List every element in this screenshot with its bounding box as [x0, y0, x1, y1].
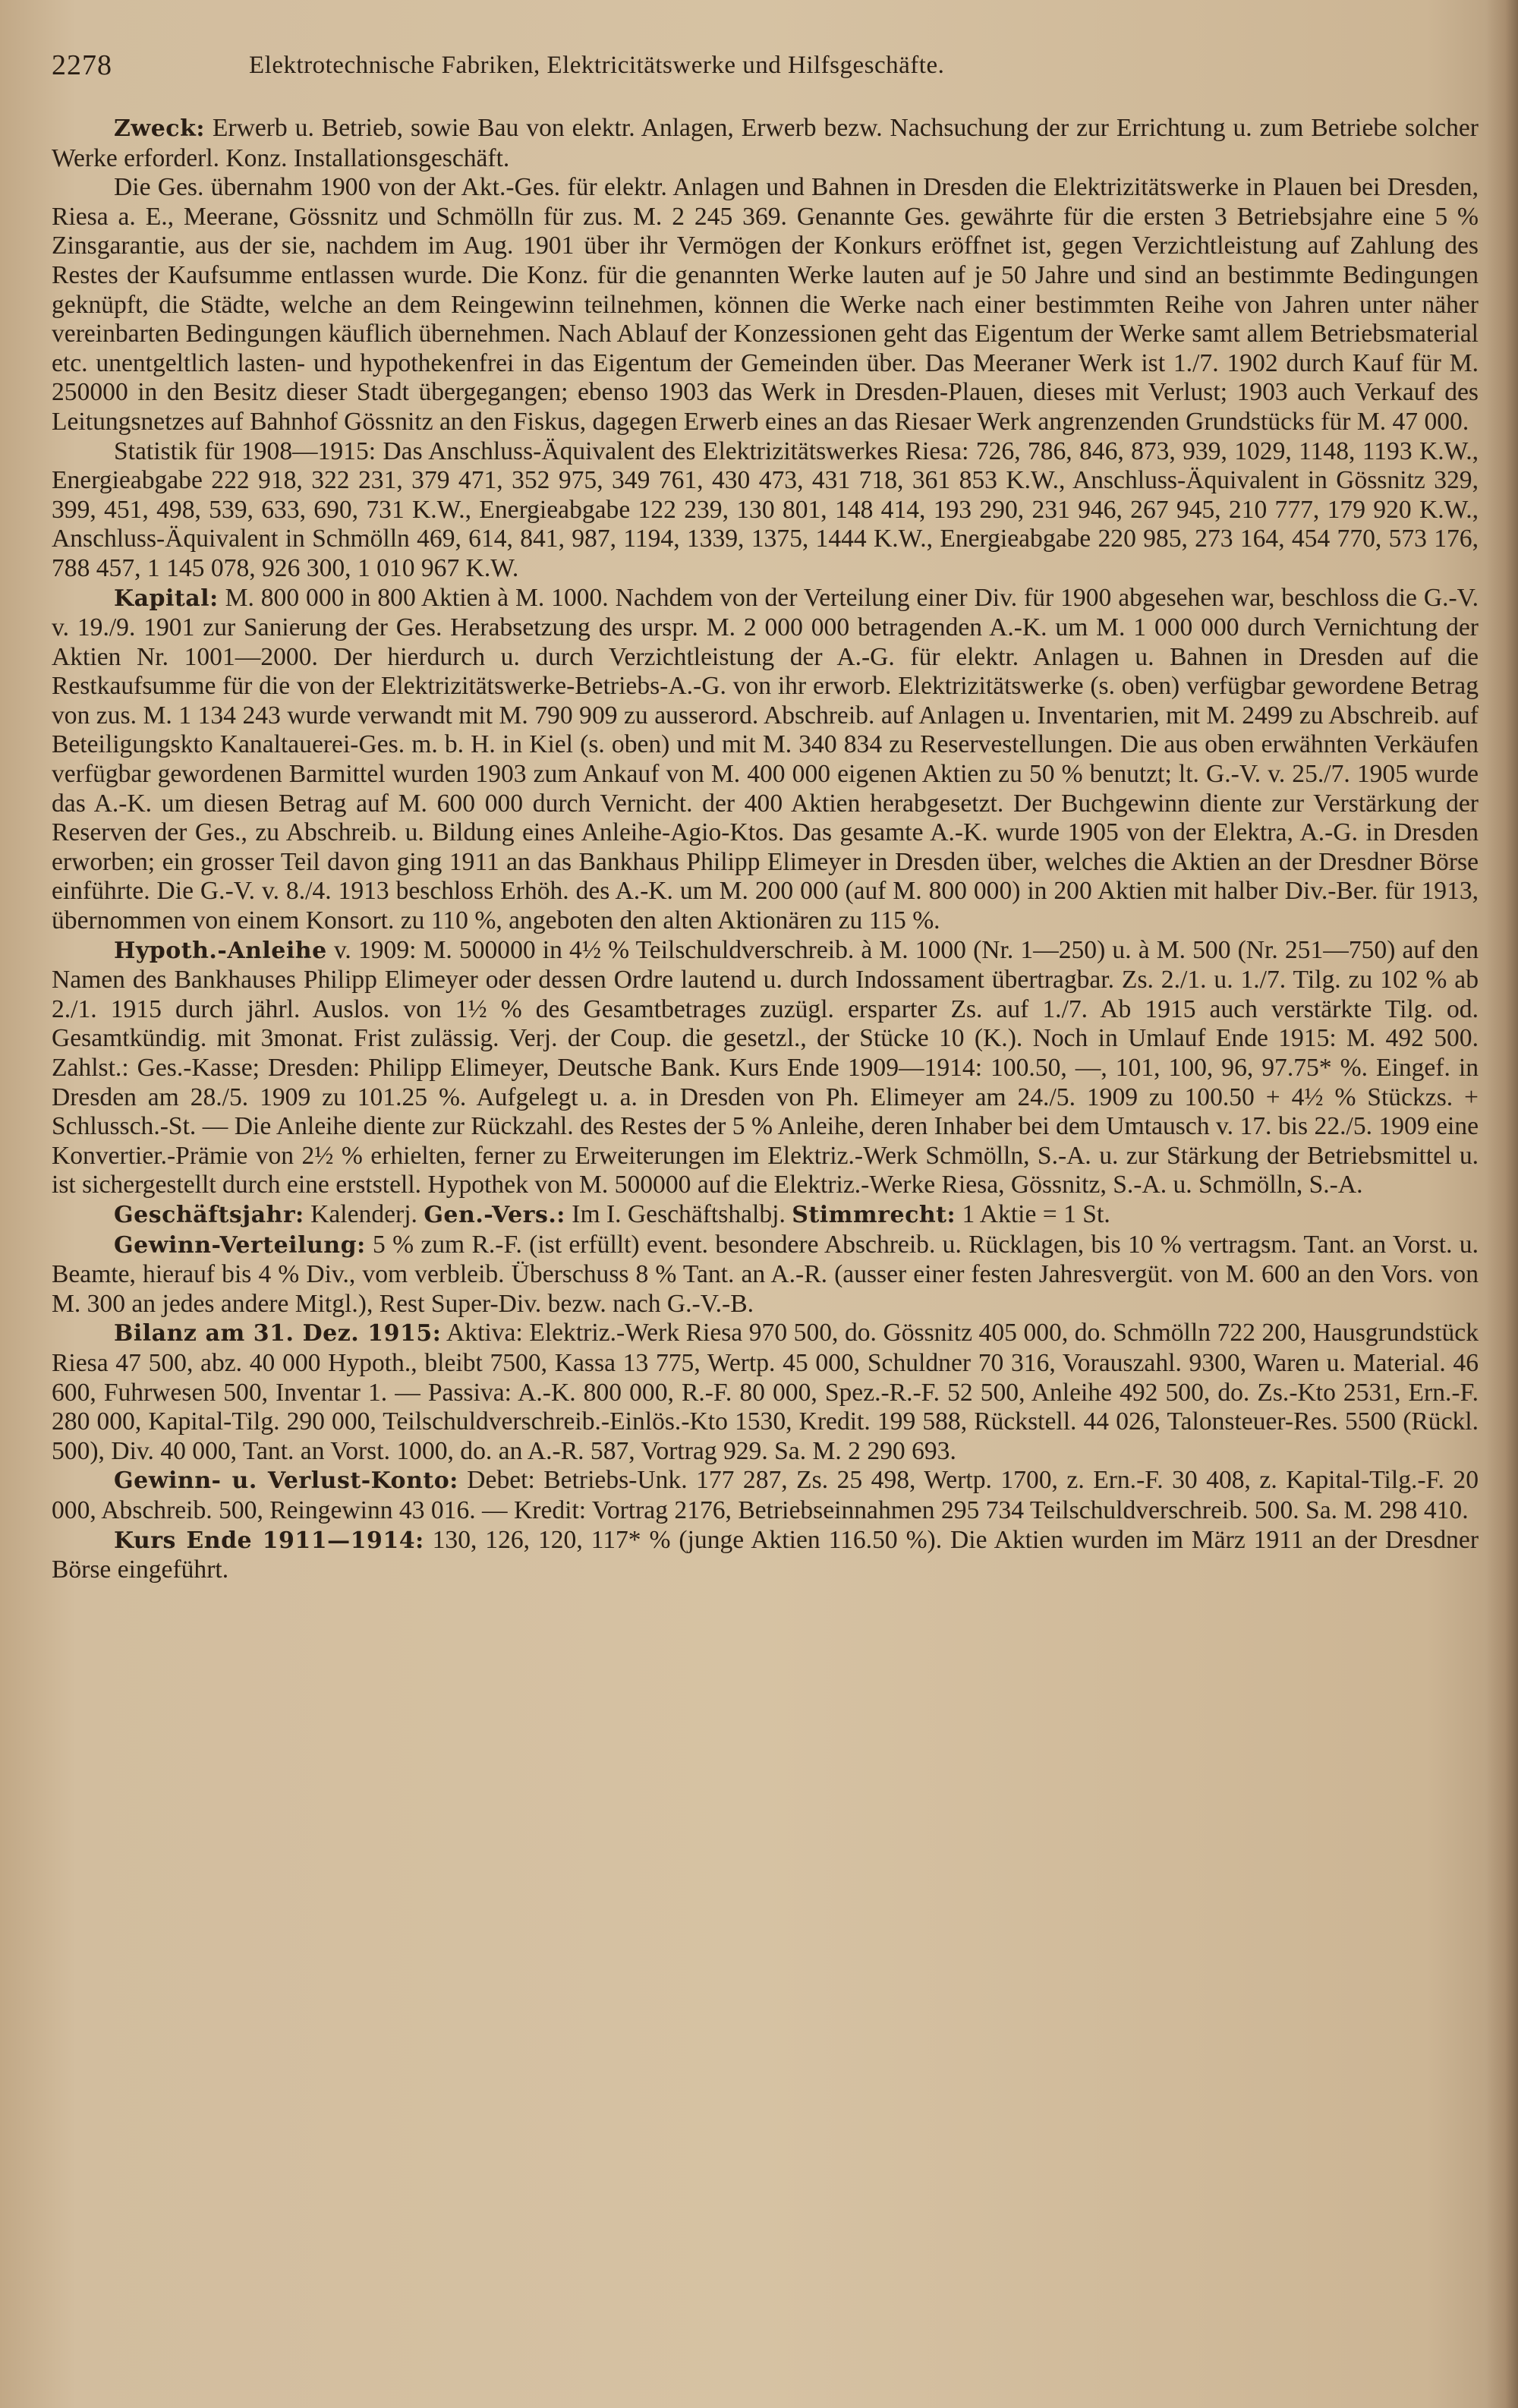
- text-stimmrecht: 1 Aktie = 1 St.: [956, 1199, 1110, 1228]
- text-gen-vers: Im I. Geschäftshalbj.: [565, 1199, 792, 1228]
- paragraph-statistik: Statistik für 1908—1915: Das Anschluss-Äquivalent des Elektrizitätswerkes Riesa: 726, 786, 846, 873, 939, 1029, 1148, 1193 K.W., Energieabgabe 222 918, 322 231, 379 471, 352 975, 349 761, 430 473, 431 718, 361 853 K.W., Anschluss-Äquivalent in Gössnitz 329, 399, 451, 498, 539, 633, 690, 731 K.W., Energieabgabe 122 239, 130 801, 148 414, 193 290, 231 946, 267 945, 210 777, 179 920 K.W., Anschluss-Äquivalent in Schmölln 469, 614, 841, 987, 1194, 1339, 1375, 1444 K.W., Energieabgabe 220 985, 273 164, 454 770, 573 176, 788 457, 1 145 078, 926 300, 1 010 967 K.W.: [52, 437, 1479, 582]
- paragraph-gewinn-verlust: [52, 1466, 1479, 1525]
- label-kurs: Kurs Ende 1911—1914:: [114, 1527, 424, 1554]
- text-kapital: M. 800 000 in 800 Aktien à M. 1000. Nachdem von der Verteilung einer Div. für 1900 abgesehen war, beschloss die G.-V. v. 19./9. 1901 zur Sanierung der Ges. Herabsetzung des urspr. M. 2 000 000 betragenden A.-K. um M. 1 000 000 durch Vernichtung der Aktien Nr. 1001—2000. Der hierdurch u. durch Verzichtleistung der A.-G. für elektr. Anlagen u. Bahnen in Dresden auf die Restkaufsumme für die von der Elektrizitätswerke-Betriebs-A.-G. von ihr erworb. Elektrizitätswerke (s. oben) verfügbar gewordene Betrag von zus. M. 1 134 243 wurde verwandt mit M. 790 909 zu ausserord. Abschreib. auf Anlagen u. Inventarien, mit M. 2499 zu Abschreib. auf Beteiligungskto Kanaltauerei-Ges. m. b. H. in Kiel (s. oben) und mit M. 340 834 zu Reservestellungen. Die aus oben erwähnten Verkäufen verfügbar gewordenen Barmittel wurden 1903 zum Ankauf von M. 400 000 eigenen Aktien zu 50 % benutzt; lt. G.-V. v. 25./7. 1905 wurde das A.-K. um diesen Betrag auf M. 600 000 durch Vernicht. der 400 Aktien herabgesetzt. Der Buchgewinn diente zur Verstärkung der Reserven der Ges., zu Abschreib. u. Bildung eines Anleihe-Agio-Ktos. Das gesamte A.-K. wurde 1905 von der Elektra, A.-G. in Dresden erworben; ein grosser Teil davon ging 1911 an das Bankhaus Philipp Elimeyer in Dresden über, welches die Aktien an der Dresdner Börse einführte. Die G.-V. v. 8./4. 1913 beschloss Erhöh. des A.-K. um M. 200 000 (auf M. 800 000) in 200 Aktien mit halber Div.-Ber. für 1913, übernommen von einem Konsort. zu 110 %, angeboten den alten Aktionären zu 115 %.: [52, 583, 1479, 935]
- page-header: [52, 49, 1479, 94]
- page-edge-shadow: [1486, 0, 1518, 2408]
- label-kapital: Kapital:: [114, 585, 219, 612]
- page-number: 2278: [52, 49, 112, 81]
- label-hypoth: Hypoth.-Anleihe: [114, 937, 327, 964]
- paragraph-history: Die Ges. übernahm 1900 von der Akt.-Ges. für elektr. Anlagen und Bahnen in Dresden die Elektrizitätswerke in Plauen bei Dresden, Riesa a. E., Meerane, Gössnitz und Schmölln für zus. M. 2 245 369. Genannte Ges. gewährte für die ersten 3 Betriebsjahre eine 5 % Zinsgarantie, aus der sie, nachdem im Aug. 1901 über ihr Vermögen der Konkurs eröffnet ist, gegen Verzichtleistung auf Zahlung des Restes der Kaufsumme entlassen wurde. Die Konz. für die genannten Werke lauten auf je 50 Jahre und sind an bestimmte Bedingungen geknüpft, die Städte, welche an dem Reingewinn teilnehmen, können die Werke nach einer bestimmten Reihe von Jahren unter näher vereinbarten Bedingungen käuflich übernehmen. Nach Ablauf der Konzessionen geht das Eigentum der Werke samt allem Betriebsmaterial etc. unentgeltlich lasten- und hypothekenfrei in das Eigentum der Gemeinden über. Das Meeraner Werk ist 1./7. 1902 durch Kauf für M. 250000 in den Besitz dieser Stadt übergegangen; ebenso 1903 das Werk in Dresden-Plauen, dieses mit Verlust; 1903 auch Verkauf des Leitungsnetzes auf Bahnhof Gössnitz an den Fiskus, dagegen Erwerb eines an das Riesaer Werk angrenzenden Grundstücks für M. 47 000.: [52, 173, 1479, 436]
- text-bilanz: Aktiva: Elektriz.-Werk Riesa 970 500, do. Gössnitz 405 000, do. Schmölln 722 200, Hausgrundstück Riesa 47 500, abz. 40 000 Hypoth., bleibt 7500, Kassa 13 775, Wertp. 45 000, Schuldner 70 316, Vorauszahl. 9300, Waren u. Material. 46 600, Fuhrwesen 500, Inventar 1. — Passiva: A.-K. 800 000, R.-F. 80 000, Spez.-R.-F. 52 500, Anleihe 492 500, do. Zs.-Kto 2531, Ern.-F. 280 000, Kapital-Tilg. 290 000, Teilschuldverschreib.-Einlös.-Kto 1530, Kredit. 199 588, Rückstell. 44 026, Talonsteuer-Res. 5500 (Rückl. 500), Div. 40 000, Tant. an Vorst. 1000, do. an A.-R. 587, Vortrag 929. Sa. M. 2 290 693.: [52, 1319, 1479, 1465]
- paragraph-hypoth: [52, 936, 1479, 1200]
- label-stimmrecht: Stimmrecht:: [792, 1201, 956, 1228]
- text-hypoth: v. 1909: M. 500000 in 4½ % Teilschuldverschreib. à M. 1000 (Nr. 1—250) u. à M. 500 (Nr. 251—750) auf den Namen des Bankhauses Philipp Elimeyer oder dessen Ordre lautend u. durch Indossament übertragbar. Zs. 2./1. u. 1./7. Tilg. zu 102 % ab 2./1. 1915 durch jährl. Auslos. von 1½ % des Gesamtbetrages zuzügl. ersparter Zs. auf 1./7. Ab 1915 auch verstärkte Tilg. od. Gesamtkündig. mit 3monat. Frist zulässig. Verj. der Coup. die gesetzl., der Stücke 10 (K.). Noch in Umlauf Ende 1915: M. 492 500. Zahlst.: Ges.-Kasse; Dresden: Philipp Elimeyer, Deutsche Bank. Kurs Ende 1909—1914: 100.50, —, 101, 100, 96, 97.75* %. Eingef. in Dresden am 28./5. 1909 zu 101.25 %. Aufgelegt u. a. in Dresden von Ph. Elimeyer am 24./5. 1909 zu 100.50 + 4½ % Stückzs. + Schlussch.-St. — Die Anleihe diente zur Rückzahl. des Restes der 5 % Anleihe, deren Inhaber bei dem Umtausch v. 17. bis 22./5. 1909 eine Konvertier.-Prämie von 2½ % erhielten, ferner zu Erweiterungen im Elektriz.-Werk Schmölln, S.-A. u. zur Stärkung der Betriebsmittel u. ist sichergestellt durch eine erststell. Hypothek von M. 500000 auf die Elektriz.-Werke Riesa, Gössnitz, S.-A. u. Schmölln, S.-A.: [52, 935, 1479, 1199]
- paragraph-kurs: [52, 1526, 1479, 1585]
- label-geschaeftsjahr: Geschäftsjahr:: [114, 1201, 304, 1228]
- paragraph-geschaeftsjahr: [52, 1200, 1479, 1231]
- page-body: [52, 114, 1479, 1585]
- label-zweck: Zweck:: [114, 115, 205, 142]
- text-zweck: Erwerb u. Betrieb, sowie Bau von elektr. Anlagen, Erwerb bezw. Nachsuchung der zur Errichtung u. zum Betriebe solcher Werke erforderl. Konz. Installationsgeschäft.: [52, 114, 1479, 172]
- text-gewinn-verlust: Debet: Betriebs-Unk. 177 287, Zs. 25 498, Wertp. 1700, z. Ern.-F. 30 408, z. Kapital-Tilg.-F. 20 000, Abschreib. 500, Reingewinn 43 016. — Kredit: Vortrag 2176, Betriebseinnahmen 295 734 Teilschuldverschreib. 500. Sa. M. 298 410.: [52, 1466, 1479, 1524]
- label-gen-vers: Gen.-Vers.:: [424, 1201, 565, 1228]
- running-title: Elektrotechnische Fabriken, Elektricitätswerke und Hilfsgeschäfte.: [249, 52, 945, 79]
- text-kurs: 130, 126, 120, 117* % (junge Aktien 116.50 %). Die Aktien wurden im März 1911 an der Dresdner Börse eingeführt.: [52, 1525, 1479, 1584]
- paragraph-kapital: [52, 584, 1479, 936]
- text-gewinn-verteilung: 5 % zum R.-F. (ist erfüllt) event. besondere Abschreib. u. Rücklagen, bis 10 % vertragsm. Tant. an Vorst. u. Beamte, hierauf bis 4 % Div., vom verbleib. Überschuss 8 % Tant. an A.-R. (ausser einer festen Jahresvergüt. von M. 600 an den Vors. von M. 300 an jedes andere Mitgl.), Rest Super-Div. bezw. nach G.-V.-B.: [52, 1230, 1479, 1318]
- label-gewinn-verteilung: Gewinn-Verteilung:: [114, 1231, 366, 1259]
- text-geschaeftsjahr: Kalenderj.: [304, 1199, 424, 1228]
- paragraph-bilanz: [52, 1319, 1479, 1466]
- paragraph-zweck: [52, 114, 1479, 173]
- label-bilanz: Bilanz am 31. Dez. 1915:: [114, 1320, 442, 1347]
- paragraph-gewinn-verteilung: [52, 1231, 1479, 1319]
- label-gewinn-verlust: Gewinn- u. Verlust-Konto:: [114, 1467, 458, 1495]
